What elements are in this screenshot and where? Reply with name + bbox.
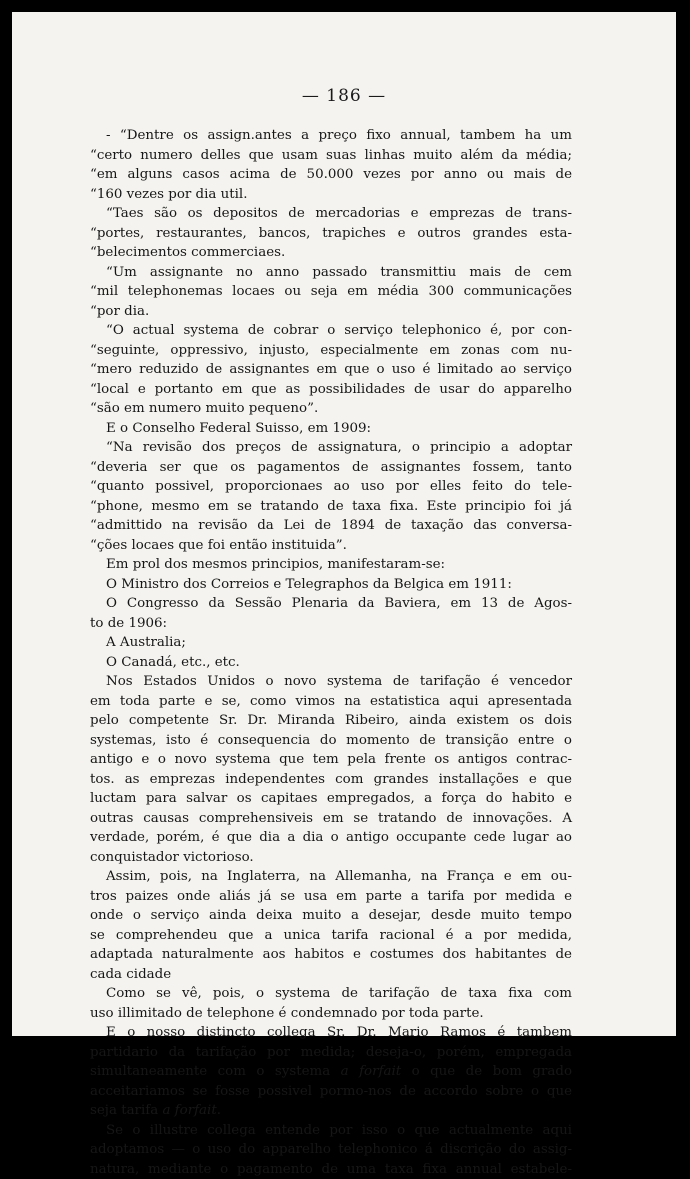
text-line: systemas, isto é consequencia do momento de transição entre o: [90, 731, 572, 751]
text-line: simultaneamente com o systema a forfait o que de bom grado: [90, 1062, 572, 1082]
text-line: antigo e o novo systema que tem pela frente os antigos contrac-: [90, 750, 572, 770]
text-line: “Taes são os depositos de mercadorias e emprezas de trans-: [90, 204, 572, 224]
text-line: adoptamos — o uso do apparelho telephonico á discrição do assig-: [90, 1140, 572, 1160]
text-line: “são em numero muito pequeno”.: [90, 399, 572, 419]
text-line: “deveria ser que os pagamentos de assignantes fossem, tanto: [90, 458, 572, 478]
text-line: “ções locaes que foi então instituida”.: [90, 536, 572, 556]
text-line: E o nosso distincto collega Sr. Dr. Mario Ramos é tambem: [90, 1023, 572, 1043]
text-line: O Canadá, etc., etc.: [90, 653, 572, 673]
page-number: — 186 —: [12, 86, 676, 106]
text-line: “160 vezes por dia util.: [90, 185, 572, 205]
text-line: A Australia;: [90, 633, 572, 653]
text-line: “por dia.: [90, 302, 572, 322]
text-line: “Na revisão dos preços de assignatura, o principio a adoptar: [90, 438, 572, 458]
text-line: luctam para salvar os capitaes empregados, a força do habito e: [90, 789, 572, 809]
text-line: O Ministro dos Correios e Telegraphos da Belgica em 1911:: [90, 575, 572, 595]
text-line: uso illimitado de telephone é condemnado por toda parte.: [90, 1004, 572, 1024]
text-line: “portes, restaurantes, bancos, trapiches e outros grandes esta-: [90, 224, 572, 244]
text-line: “mero reduzido de assignantes em que o uso é limitado ao serviço: [90, 360, 572, 380]
text-line: acceitariamos se fosse possivel pormo-nos de accordo sobre o que: [90, 1082, 572, 1102]
text-line: natura, mediante o pagamento de uma taxa fixa annual estabele-: [90, 1160, 572, 1179]
text-line: “seguinte, oppressivo, injusto, especialmente em zonas com nu-: [90, 341, 572, 361]
document-page: [12, 12, 676, 1036]
text-line: Assim, pois, na Inglaterra, na Allemanha, na França e em ou-: [90, 867, 572, 887]
text-line: verdade, porém, é que dia a dia o antigo occupante cede lugar ao: [90, 828, 572, 848]
text-line: “phone, mesmo em se tratando de taxa fixa. Este principio foi já: [90, 497, 572, 517]
text-line: se comprehendeu que a unica tarifa racional é a por medida,: [90, 926, 572, 946]
text-line: outras causas comprehensiveis em se tratando de innovações. A: [90, 809, 572, 829]
text-line: tros paizes onde aliás já se usa em parte a tarifa por medida e: [90, 887, 572, 907]
text-line: “em alguns casos acima de 50.000 vezes por anno ou mais de: [90, 165, 572, 185]
text-line: “admittido na revisão da Lei de 1894 de taxação das conversa-: [90, 516, 572, 536]
body-text: [90, 126, 572, 1179]
text-line: - “Dentre os assign.antes a preço fixo annual, tambem ha um: [90, 126, 572, 146]
text-line: “quanto possivel, proporcionaes ao uso por elles feito do tele-: [90, 477, 572, 497]
text-line: Como se vê, pois, o systema de tarifação de taxa fixa com: [90, 984, 572, 1004]
text-line: “certo numero delles que usam suas linhas muito além da média;: [90, 146, 572, 166]
text-line: pelo competente Sr. Dr. Miranda Ribeiro, ainda existem os dois: [90, 711, 572, 731]
text-line: Nos Estados Unidos o novo systema de tarifação é vencedor: [90, 672, 572, 692]
text-line: E o Conselho Federal Suisso, em 1909:: [90, 419, 572, 439]
text-line: onde o serviço ainda deixa muito a desejar, desde muito tempo: [90, 906, 572, 926]
text-line: Em prol dos mesmos principios, manifestaram-se:: [90, 555, 572, 575]
text-line: conquistador victorioso.: [90, 848, 572, 868]
text-line: “mil telephonemas locaes ou seja em média 300 communicações: [90, 282, 572, 302]
text-line: Se o illustre collega entende por isso o que actualmente aqui: [90, 1121, 572, 1141]
text-line: “belecimentos commerciaes.: [90, 243, 572, 263]
text-line: seja tarifa a forfait.: [90, 1101, 572, 1121]
text-line: partidario da tarifação por medida; deseja-o, porém, empregada: [90, 1043, 572, 1063]
text-line: em toda parte e se, como vimos na estatistica aqui apresentada: [90, 692, 572, 712]
text-line: “Um assignante no anno passado transmittiu mais de cem: [90, 263, 572, 283]
text-line: adaptada naturalmente aos habitos e costumes dos habitantes de: [90, 945, 572, 965]
text-line: cada cidade: [90, 965, 572, 985]
text-line: O Congresso da Sessão Plenaria da Baviera, em 13 de Agos-: [90, 594, 572, 614]
text-line: tos. as emprezas independentes com grandes installações e que: [90, 770, 572, 790]
text-line: “O actual systema de cobrar o serviço telephonico é, por con-: [90, 321, 572, 341]
text-line: to de 1906:: [90, 614, 572, 634]
text-line: “local e portanto em que as possibilidades de usar do apparelho: [90, 380, 572, 400]
